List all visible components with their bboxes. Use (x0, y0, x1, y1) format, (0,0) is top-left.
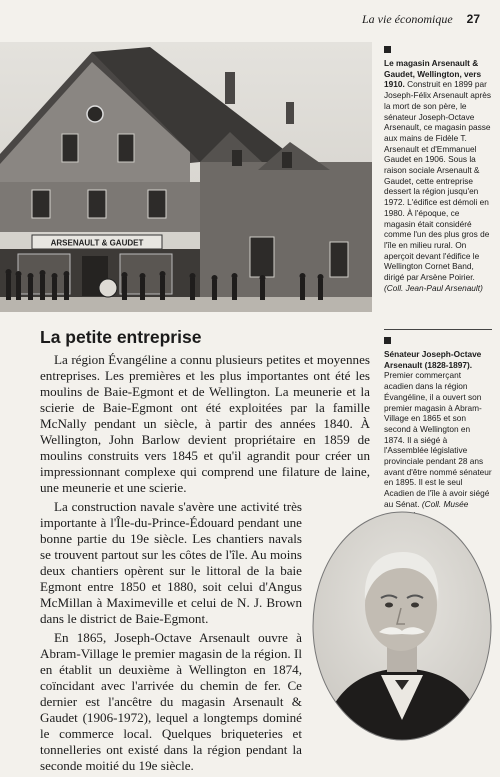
senator-portrait (311, 510, 493, 742)
caption-marker (384, 337, 391, 344)
portrait-caption (384, 337, 492, 520)
portrait-caption-title: Sénateur Joseph-Octave Arsenault (1828-1897). (384, 349, 482, 370)
caption-divider (384, 329, 492, 330)
paragraph-1: La région Évangéline a connu plusieurs petites et moyennes entreprises. Les premières et les plus importantes ont été les moulins de Baie-Egmont et de Wellington. La meunerie et la scierie de Baie-Egmont ont été exploitées par la famille McNally pendant un siècle, à partir des années 1840. À Wellington, John Barlow devient propriétaire en 1859 de moulins construits vers 1845 et qu'il agrandit pour créer un impressionnant complexe qui comprend une filature de laine, une meunerie et une scierie. (40, 352, 370, 495)
store-sign: ARSENAULT & GAUDET (50, 238, 144, 248)
store-photo (0, 42, 372, 312)
running-header (362, 12, 480, 27)
paragraph-3: En 1865, Joseph-Octave Arsenault ouvre à Abram-Village le premier magasin de la région. Il en établit un deuxième à Wellington en 1874, coïncidant avec l'arrivée du chemin de fer. Ce dernier est l'ancêtre du magasin Arsenault & Gaudet (1906-1972), lequel a longtemps dominé le commerce local. Quelques briqueteries et tonnelleries ont existé dans la région pendant la seconde moitié du 19e siècle. (40, 630, 302, 773)
paragraph-2: La construction navale s'avère une activité très importante à l'Île-du-Prince-Édouard pendant une bonne partie du 19e siècle. Les chantiers navals se trouvent partout sur les côtes de l'île. Au moins deux chantiers opèrent sur le littoral de la baie Egmont entre 1850 et 1880, soit celui d'Angus McMillan à Maximeville et celui de N. J. Brown dans le district de Baie-Egmont. (40, 499, 302, 626)
page-number: 27 (466, 12, 480, 26)
portrait-caption-text: Premier commerçant acadien dans la région Évangéline, il a ouvert son premier magasin à Abram-Village en 1865 et son second à Wellington en 1874. Il a siégé à l'Assemblée législative provinciale pendant 28 ans avant d'être nommé sénateur en 1895. Il est le seul Acadien de l'île à avoir siégé au Sénat. (384, 370, 492, 509)
photo-caption-text: Construit en 1899 par Joseph-Félix Arsenault après la mort de son père, le sénateur Joseph-Octave Arsenault, ce magasin passe aux mains de Fidèle T. Arsenault et d'Emmanuel Gaudet en 1906. Sous la raison sociale Arsenault & Gaudet, cette entreprise dessert la région jusqu'en 1972. L'édifice est démoli en 1980. À l'époque, ce magasin était considéré comme l'un des plus gros de l'île en milieu rural. On aperçoit devant l'édifice le Wellington Cornet Band, dirigé par Arsène Poirier. (384, 79, 491, 283)
portrait-caption-credit: (Coll. Musée (421, 498, 469, 509)
photo-caption (384, 46, 492, 293)
photo-caption-title: Le magasin Arsenault & Gaudet, Wellington, vers 1910. (384, 58, 482, 90)
caption-marker (384, 46, 391, 53)
article-heading: La petite entreprise (40, 327, 202, 347)
section-title: La vie économique (362, 12, 453, 26)
photo-caption-credit: (Coll. Jean-Paul Arsenault) (384, 282, 483, 293)
